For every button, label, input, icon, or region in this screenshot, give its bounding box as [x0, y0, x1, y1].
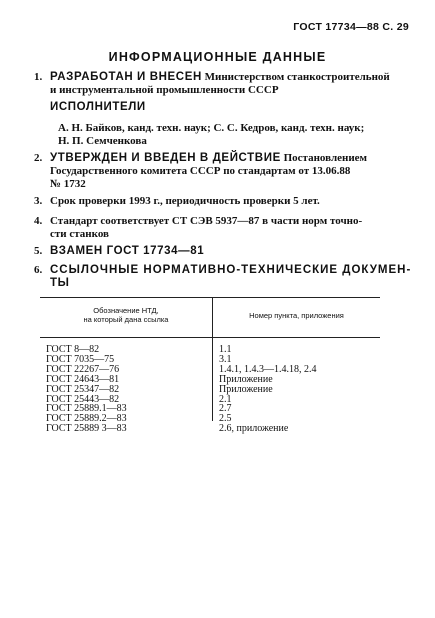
- table-row-doc: ГОСТ 7035—75: [46, 353, 115, 365]
- table-row-ref: 2.7: [219, 403, 232, 415]
- table-row-ref: Приложение: [219, 383, 273, 395]
- table-row-doc: ГОСТ 25889 3—83: [46, 423, 127, 435]
- table-row-doc: ГОСТ 25889.2—83: [46, 413, 127, 425]
- header-document-line2: на который дана ссылка: [83, 315, 169, 324]
- table-row-ref: 2.6, приложение: [219, 423, 289, 435]
- section-1-text-line1: Министерством станкостроительной: [201, 71, 390, 83]
- section-2-heading: УТВЕРЖДЕН И ВВЕДЕН В ДЕЙСТВИЕ: [50, 152, 281, 164]
- page-header-ref: ГОСТ 17734—88 С. 29: [293, 21, 409, 33]
- table-row-doc: ГОСТ 22267—76: [46, 363, 120, 375]
- section-6-heading-line2: ТЫ: [50, 277, 70, 289]
- table-row-doc: ГОСТ 24643—81: [46, 373, 120, 385]
- table-row-ref: 3.1: [219, 353, 232, 365]
- table-row-doc: ГОСТ 25889.1—83: [46, 403, 127, 415]
- table-row-doc: ГОСТ 25347—82: [46, 383, 120, 395]
- section-3-text: Срок проверки 1993 г., периодичность проверки 5 лет.: [50, 195, 320, 207]
- performers-line2: Н. П. Семченкова: [58, 135, 147, 147]
- document-title: ИНФОРМАЦИОННЫЕ ДАННЫЕ: [108, 50, 327, 64]
- section-2-text-line3: № 1732: [50, 178, 86, 190]
- section-6-heading-line1: ССЫЛОЧНЫЕ НОРМАТИВНО-ТЕХНИЧЕСКИЕ ДОКУМЕН-: [50, 264, 412, 276]
- table-row-doc: ГОСТ 8—82: [46, 344, 100, 355]
- section-1-text-line2: и инструментальной промышленности СССР: [50, 84, 279, 96]
- reference-table-header-clause: Номер пункта, приложения: [249, 311, 344, 320]
- section-2-number: 2.: [34, 152, 43, 164]
- table-row-ref: 1.4.1, 1.4.3—1.4.18, 2.4: [219, 363, 317, 375]
- section-6-number: 6.: [34, 264, 43, 276]
- section-4-number: 4.: [34, 215, 43, 227]
- section-4-text-line2: сти станков: [50, 228, 109, 240]
- table-row-doc: ГОСТ 25443—82: [46, 393, 120, 405]
- header-document-line1: Обозначение НТД,: [93, 306, 159, 315]
- performers-line1: А. Н. Байков, канд. техн. наук; С. С. Кедров, канд. техн. наук;: [58, 122, 365, 134]
- section-5-number: 5.: [34, 245, 43, 257]
- section-2-text-line2: Государственного комитета СССР по стандартам от 13.06.88: [50, 165, 351, 177]
- table-row-ref: 2.5: [219, 413, 232, 425]
- table-row-ref: 1.1: [219, 344, 232, 355]
- section-3-number: 3.: [34, 195, 43, 207]
- table-row-ref: Приложение: [219, 373, 273, 385]
- section-4-text-line1: Стандарт соответствует СТ СЭВ 5937—87 в части норм точно-: [50, 215, 363, 227]
- section-1-heading: РАЗРАБОТАН И ВНЕСЕН: [50, 71, 202, 83]
- performers-heading: ИСПОЛНИТЕЛИ: [50, 101, 146, 113]
- section-2-text-line1: Постановлением: [280, 152, 368, 164]
- section-5-heading: ВЗАМЕН ГОСТ 17734—81: [50, 245, 205, 257]
- table-row-ref: 2.1: [219, 393, 232, 405]
- section-1-number: 1.: [34, 71, 43, 83]
- reference-table-header-document: [40, 306, 212, 324]
- performers-list: [58, 122, 414, 148]
- reference-table-documents-column: [46, 345, 127, 434]
- reference-table-clauses-column: [219, 345, 317, 434]
